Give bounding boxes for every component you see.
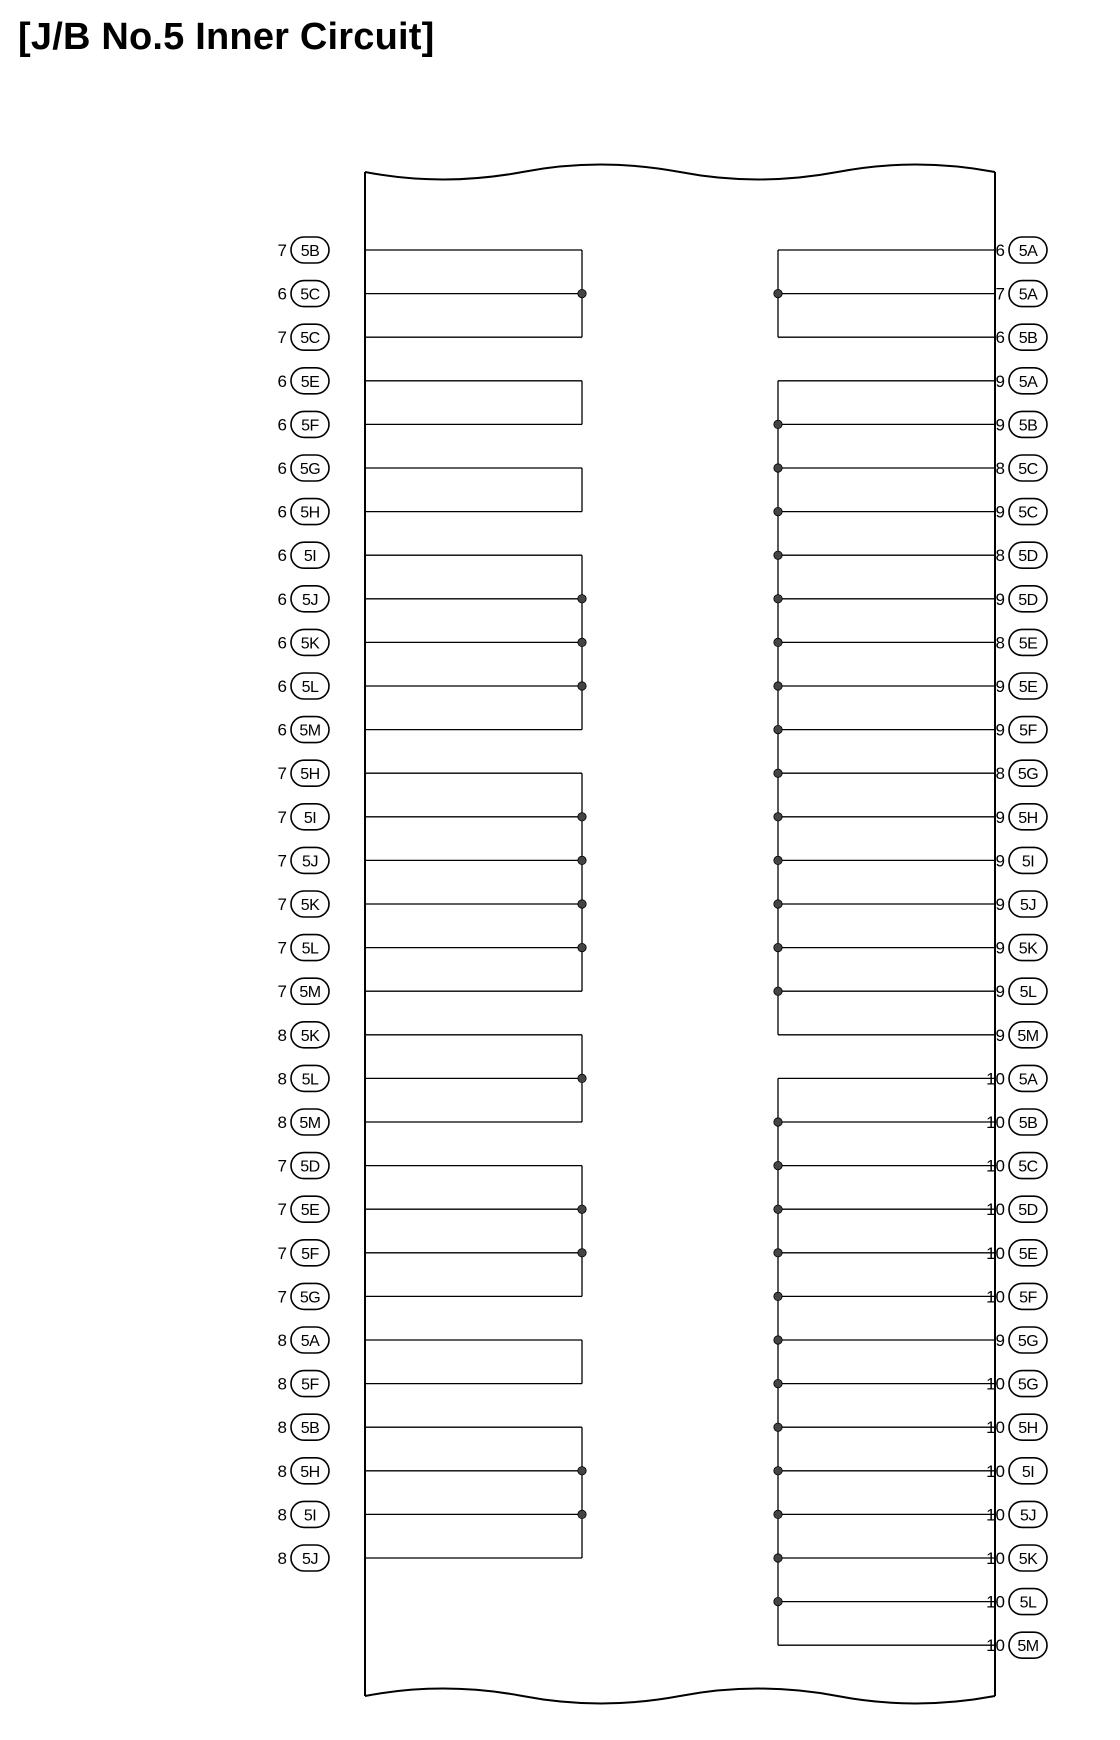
connector-id: 5G [1017,1333,1039,1350]
junction-dot [774,595,782,603]
right-terminal [986,1589,1047,1615]
pin-number: 10 [986,1592,1005,1612]
junction-dot [578,638,586,646]
right-bus-group-2 [774,381,995,1035]
right-terminal [996,237,1047,263]
junction-dot [578,1249,586,1257]
connector-id: 5H [1018,809,1038,827]
right-bus-group-1 [774,250,995,337]
junction-dot [774,289,782,297]
pin-number: 9 [995,720,1005,740]
left-bus-group-1 [365,250,586,337]
left-terminal [278,1283,329,1309]
pin-number: 10 [986,1200,1005,1220]
connector-id: 5H [1018,1420,1038,1438]
pin-number: 8 [277,1113,287,1132]
connector-id: 5G [299,461,321,478]
pin-number: 8 [995,546,1005,566]
junction-dot [774,1205,782,1213]
pin-number: 10 [986,1287,1005,1307]
connector-id: 5F [301,1376,319,1394]
block-top-break-line [365,165,995,180]
junction-dot [774,464,782,472]
connector-id: 5M [299,1115,321,1132]
right-terminal [996,586,1047,612]
pin-number: 7 [277,241,287,260]
connector-id: 5E [300,1202,320,1220]
connector-id: 5M [299,722,321,740]
right-terminal [996,455,1047,481]
pin-number: 7 [277,938,287,958]
right-terminal [996,542,1047,568]
connector-id: 5C [1018,1158,1038,1176]
right-terminal [996,935,1047,961]
connector-id: 5I [303,809,317,827]
page-title: [J/B No.5 Inner Circuit] [18,16,435,58]
connector-id: 5F [1019,722,1037,740]
connector-id: 5C [1018,504,1038,522]
pin-number: 7 [277,807,287,827]
right-terminal [996,673,1047,699]
junction-dot [578,813,586,821]
pin-number: 10 [986,1156,1005,1176]
pin-number: 9 [995,1331,1005,1350]
left-terminal [278,324,329,350]
right-terminal [996,760,1047,786]
pin-number: 7 [277,328,287,348]
left-terminal [278,281,329,307]
pin-number: 6 [277,589,287,609]
left-bus-group-6 [365,1035,586,1122]
connector-id: 5M [1017,1027,1039,1045]
connector-id: 5E [1018,635,1038,653]
connector-id: 5D [1018,1202,1038,1220]
left-terminal [278,455,329,481]
left-terminal [278,586,329,612]
pin-number: 10 [986,1461,1005,1481]
pin-number: 7 [277,1156,287,1176]
junction-dot [774,1379,782,1387]
connector-id: 5A [1018,373,1038,391]
pin-number: 6 [277,284,287,304]
connector-id: 5M [299,984,321,1002]
connector-id: 5I [303,1507,317,1525]
left-terminal [278,499,329,525]
connector-id: 5G [299,1289,321,1307]
junction-dot [774,682,782,690]
junction-dot [774,1336,782,1344]
connector-id: 5B [300,243,320,260]
junction-dot [578,900,586,908]
junction-dot [774,1423,782,1431]
pin-number: 9 [995,895,1005,914]
left-terminal [278,1153,329,1179]
connector-id: 5D [1018,548,1038,566]
junction-dot [774,725,782,733]
connector-id: 5I [303,548,317,566]
pin-number: 6 [277,633,287,653]
connector-id: 5E [300,373,320,391]
junction-dot [774,1510,782,1518]
right-terminal [996,1327,1047,1353]
right-terminal [996,804,1047,830]
right-terminal [996,629,1047,655]
connector-id: 5B [300,1420,320,1438]
pin-number: 7 [277,1287,287,1307]
connector-id: 5F [301,1245,319,1263]
connector-id: 5L [301,1071,319,1089]
junction-dot [578,289,586,297]
pin-number: 6 [995,328,1005,348]
pin-number: 9 [995,938,1005,958]
pin-number: 6 [277,415,287,435]
pin-number: 8 [277,1461,287,1481]
right-terminal [986,1196,1047,1222]
junction-dot [774,638,782,646]
junction-dot [578,943,586,951]
pin-number: 6 [277,459,287,478]
left-terminal [278,1065,329,1091]
connector-id: 5A [1018,1071,1038,1089]
left-terminal [278,1371,329,1397]
left-terminal [278,237,329,263]
connector-id: 5D [300,1158,320,1176]
junction-dot [774,943,782,951]
pin-number: 9 [995,677,1005,696]
pin-number: 8 [277,1549,287,1568]
connector-id: 5J [1020,897,1036,914]
left-terminal [278,804,329,830]
connector-id: 5B [1018,330,1038,348]
circuit-wiring [365,250,995,1645]
left-terminal [278,1022,329,1048]
pin-number: 10 [986,1374,1005,1394]
connector-id: 5E [1018,1245,1038,1263]
pin-number: 9 [995,982,1005,1002]
pin-number: 9 [995,371,1005,391]
junction-dot [578,856,586,864]
junction-dot [578,595,586,603]
connector-id: 5F [301,417,319,435]
left-bus-group-8 [365,1340,582,1384]
connector-id: 5B [1018,417,1038,435]
junction-dot [774,900,782,908]
right-terminal [996,891,1047,917]
left-terminal [278,1327,329,1353]
junction-dot [774,1597,782,1605]
junction-dot [774,1161,782,1169]
pin-number: 10 [986,1418,1005,1438]
connector-id: 5A [300,1333,320,1350]
pin-number: 6 [277,677,287,696]
right-bus-group-3 [774,1078,995,1645]
connector-id: 5L [301,679,319,696]
right-terminal [996,411,1047,437]
pin-number: 6 [995,241,1005,260]
left-terminal [278,1109,329,1135]
connector-id: 5K [300,1027,320,1045]
pin-number: 9 [995,1025,1005,1045]
pin-number: 9 [995,415,1005,435]
left-terminal [278,935,329,961]
junction-dot [774,507,782,515]
pin-number: 8 [277,1331,287,1350]
connector-id: 5L [301,940,319,958]
connector-id: 5L [1019,1594,1037,1612]
left-terminal [278,717,329,743]
left-bus-group-2 [365,381,582,425]
pin-number: 9 [995,589,1005,609]
pin-number: 10 [986,1636,1005,1656]
connector-id: 5C [1018,461,1038,478]
pin-number: 10 [986,1069,1005,1089]
junction-dot [578,1510,586,1518]
pin-number: 9 [995,502,1005,522]
connector-id: 5J [302,1551,318,1568]
pin-number: 8 [995,764,1005,784]
left-terminal [278,368,329,394]
right-terminal [986,1371,1047,1397]
right-terminal [986,1414,1047,1440]
block-bottom-break-line [365,1689,995,1704]
left-terminal [278,1545,329,1571]
left-terminal [278,1196,329,1222]
connector-id: 5K [300,897,320,914]
connector-id: 5C [300,286,320,304]
pin-number: 7 [277,1200,287,1220]
connector-id: 5B [1018,1115,1038,1132]
junction-dot [774,1292,782,1300]
junction-dot [774,420,782,428]
left-terminal-labels [278,237,329,1571]
right-terminal [986,1458,1047,1484]
pin-number: 7 [277,1243,287,1263]
junction-dot [774,1554,782,1562]
pin-number: 7 [277,982,287,1002]
right-terminal [996,281,1047,307]
right-terminal [996,717,1047,743]
connector-id: 5K [1018,940,1038,958]
left-terminal [278,891,329,917]
left-bus-group-4 [365,555,586,729]
pin-number: 10 [986,1549,1005,1568]
right-terminal [996,368,1047,394]
connector-id: 5C [300,330,320,348]
right-terminal [986,1632,1047,1658]
junction-dot [774,551,782,559]
pin-number: 9 [995,807,1005,827]
right-terminal [996,847,1047,873]
connector-id: 5J [302,853,318,871]
junction-dot [774,1467,782,1475]
pin-number: 7 [995,284,1005,304]
left-terminal [278,978,329,1004]
pin-number: 10 [986,1243,1005,1263]
pin-number: 9 [995,851,1005,871]
left-terminal [278,1414,329,1440]
left-terminal [278,542,329,568]
connector-id: 5H [300,1463,320,1481]
pin-number: 8 [995,633,1005,653]
left-terminal [278,1501,329,1527]
right-terminal [986,1501,1047,1527]
connector-id: 5I [1021,1463,1035,1481]
pin-number: 8 [995,459,1005,478]
pin-number: 6 [277,371,287,391]
left-terminal [278,1240,329,1266]
connector-id: 5J [302,591,318,609]
pin-number: 8 [277,1505,287,1525]
junction-dot [774,813,782,821]
left-bus-group-9 [365,1427,586,1558]
junction-dot [578,1074,586,1082]
pin-number: 8 [277,1069,287,1089]
connector-id: 5A [1018,286,1038,304]
connector-id: 5E [1018,679,1038,696]
left-terminal [278,629,329,655]
pin-number: 6 [277,502,287,522]
right-terminal [996,499,1047,525]
junction-dot [774,987,782,995]
connector-id: 5G [1017,766,1039,784]
pin-number: 8 [277,1374,287,1394]
right-terminal [996,324,1047,350]
pin-number: 10 [986,1505,1005,1525]
right-terminal [996,978,1047,1004]
junction-dot [774,856,782,864]
left-bus-group-7 [365,1166,586,1297]
right-terminal [986,1109,1047,1135]
connector-id: 5J [1020,1507,1036,1525]
pin-number: 10 [986,1113,1005,1132]
pin-number: 7 [277,851,287,871]
pin-number: 6 [277,720,287,740]
connector-id: 5F [1019,1289,1037,1307]
connector-id: 5H [300,504,320,522]
connector-id: 5L [1019,984,1037,1002]
pin-number: 6 [277,546,287,566]
right-terminal [986,1153,1047,1179]
connector-id: 5G [1017,1376,1039,1394]
connector-id: 5K [300,635,320,653]
right-terminal [986,1545,1047,1571]
right-terminal [986,1240,1047,1266]
junction-dot [774,1118,782,1126]
connector-id: 5K [1018,1551,1038,1568]
right-terminal [986,1283,1047,1309]
connector-id: 5D [1018,591,1038,609]
pin-number: 7 [277,764,287,784]
right-terminal [996,1022,1047,1048]
junction-dot [774,769,782,777]
junction-dot [578,1467,586,1475]
right-terminal [986,1065,1047,1091]
left-terminal [278,1458,329,1484]
pin-number: 8 [277,1418,287,1438]
junction-block-outline [365,165,995,1704]
left-terminal [278,673,329,699]
connector-id: 5I [1021,853,1035,871]
left-terminal [278,760,329,786]
left-terminal [278,411,329,437]
junction-dot [578,682,586,690]
junction-dot [774,1249,782,1257]
connector-id: 5M [1017,1638,1039,1656]
pin-number: 7 [277,895,287,914]
left-bus-group-3 [365,468,582,512]
left-bus-group-5 [365,773,586,991]
junction-dot [578,1205,586,1213]
left-terminal [278,847,329,873]
connector-id: 5H [300,766,320,784]
pin-number: 8 [277,1025,287,1045]
connector-id: 5A [1018,243,1038,260]
